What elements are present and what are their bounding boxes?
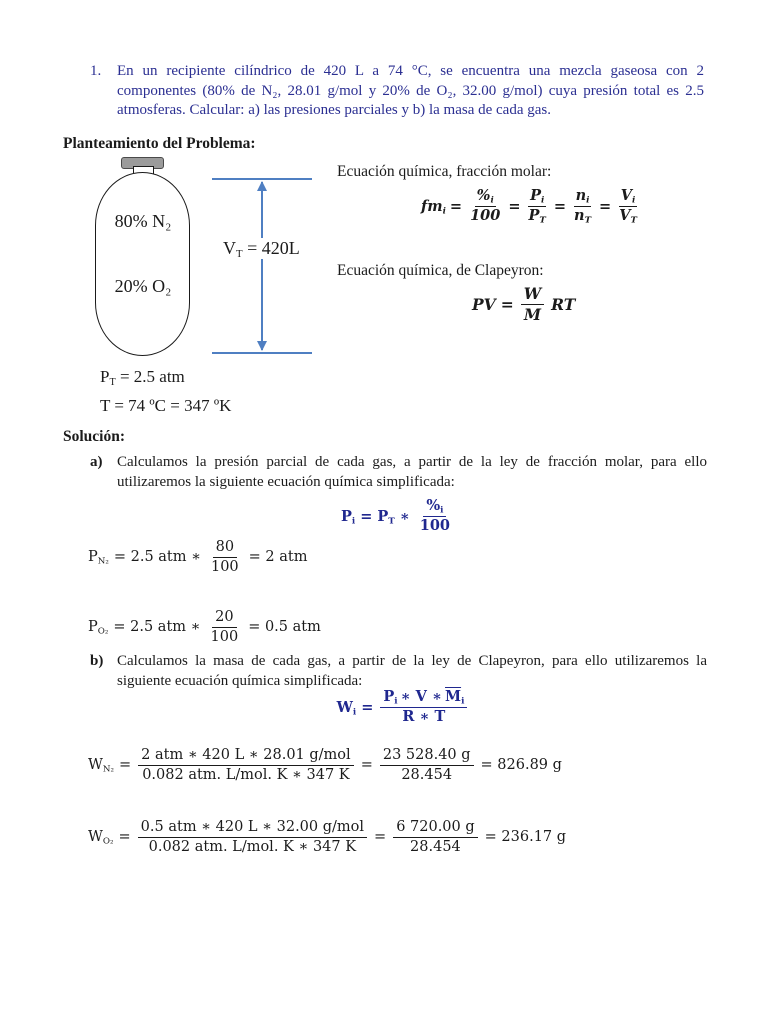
po2-lhs: $P_{O_2}$ [88,619,109,637]
equation-wo2 [88,818,566,857]
equals-sign: = [553,197,567,215]
fraction-20-100: $\frac{20}{100}$ [210,609,239,645]
wi-lhs: $W_i$ [336,698,357,718]
fraction-80-100: $\frac{80}{100}$ [210,539,239,575]
volume-label [219,238,304,259]
equals-sign: = [118,829,131,846]
equation-mass-row [0,688,768,727]
equals-sign: = [361,698,374,716]
equation-partial-pressure [341,497,455,536]
heading-planteamiento: Planteamiento del Problema: [63,135,256,152]
part-b-text: Calculamos la masa de cada gas, a partir de la ley de Clapeyron, para ello utilizaremos la siguiente ecuación química simplificada: [117,653,707,689]
gas-label-o2: 20% O₂ [114,276,172,296]
equals-sign: = [374,829,387,846]
equals-sign: = [500,295,514,315]
equation-mass [337,688,470,727]
heading-solucion: Solución: [63,428,126,445]
wo2-result: = 236.17 g [484,829,567,846]
fraction-pvm-rt: $\frac{P_i ∗ V ∗ \overline{M}_i}{R ∗ T}$ [380,688,467,727]
wn2-lhs: $W_{N_2}$ [88,757,114,775]
gas-cylinder-shape [95,172,190,356]
equals-sign: = [599,197,612,215]
dimension-line-top [212,178,312,180]
equation-fraccion-molar [421,187,641,226]
part-b-label: b) [90,653,104,669]
fraction-w-over-m: $\frac{W}{M}$ [521,284,544,325]
solution-part-b [90,652,707,691]
fraction-wn2-calc: $\frac{\text{2 atm ∗ 420 L ∗ 28.01 g/mol}}{\text{0.082 atm. L/mol. K ∗ 347 K}}$ [138,746,354,785]
equation-pn2 [88,538,308,577]
equals-sign: = [360,507,373,525]
problem-statement [90,62,704,121]
heading-clapeyron: Ecuación química, de Clapeyron: [337,262,544,279]
pn2-mid: = 2.5 atm ∗ [113,549,201,566]
pn2-result: = 2 atm [248,549,308,566]
clapeyron-lhs: PV [472,295,496,315]
pi-pt: $P_T$ [377,507,395,527]
wo2-lhs: $W_{O_2}$ [88,829,114,847]
equals-sign: = [508,197,521,215]
equals-sign: = [119,757,132,774]
pi-lhs: $P_i$ [340,507,356,527]
total-pressure-value: $P_T = 2.5$ atm [100,367,185,389]
po2-mid: = 2.5 atm ∗ [113,619,201,636]
heading-fraccion-molar: Ecuación química, fracción molar: [337,163,552,180]
equation-wn2 [88,746,562,785]
volume-symbol: V [223,238,236,258]
gas-label-n2: 80% N₂ [114,211,172,231]
volume-subscript: T [236,248,243,261]
po2-result: = 0.5 atm [248,619,321,636]
volume-value: = 420L [247,238,300,258]
times-sign: ∗ [399,507,410,525]
fm-lhs: $fm_i$ [421,197,446,217]
part-a-text: Calculamos la presión parcial de cada gas, a partir de la ley de fracción molar, para ello utilizaremos la siguiente ecuación química simplificada: [117,454,707,490]
fraction-percent-100: $\frac{\%_i}{100}$ [419,497,451,534]
fraction-wo2-mid: $\frac{6 720.00 g}{28.454}$ [393,818,477,857]
fraction-volume: $\frac{V_i}{V_T}$ [619,187,637,226]
dimension-arrow-line [261,182,263,350]
problem-text: En un recipiente cilíndrico de 420 L a 74 °C, se encuentra una mezcla gaseosa con 2 componentes (80% de N₂, 28.01 g/mol y 20% de O₂, 32.00 g/mol) cuya presión total es 2.5 atmosferas. Calcular: a) las presiones parciales y b) la masa de cada gas. [117,63,704,118]
fraction-percent: $\frac{\%_i}{100}$ [470,187,501,224]
fraction-wo2-calc: $\frac{\text{0.5 atm ∗ 420 L ∗ 32.00 g/mol}}{\text{0.082 atm. L/mol. K ∗ 347 K}}$ [138,818,367,857]
clapeyron-rhs: RT [551,295,576,315]
equals-sign: = [360,757,373,774]
arrow-down-icon [257,341,267,351]
equation-clapeyron [472,284,575,325]
fraction-pressure: $\frac{P_i}{P_T}$ [528,187,546,226]
wn2-result: = 826.89 g [480,757,562,774]
arrow-up-icon [257,181,267,191]
equation-partial-pressure-row [0,497,768,536]
equation-po2 [88,608,321,647]
equals-sign: = [449,197,463,215]
fraction-wn2-mid: $\frac{23 528.40 g}{28.454}$ [380,746,474,785]
problem-number: 1. [90,63,102,79]
fraction-moles: $\frac{n_i}{n_T}$ [574,187,592,226]
dimension-line-bottom [212,352,312,354]
part-a-label: a) [90,454,103,470]
temperature-value: T = 74 ºC = 347 ºK [100,396,232,415]
pn2-lhs: $P_{N_2}$ [88,549,109,567]
solution-part-a [90,453,707,492]
